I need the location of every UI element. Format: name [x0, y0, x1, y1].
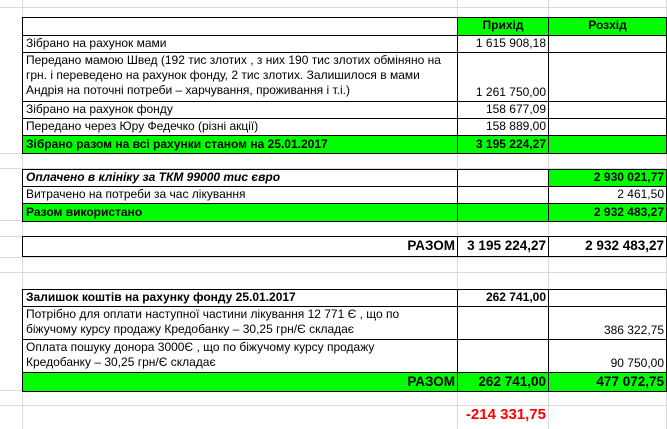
balance-label: Залишок коштів на рахунку фонду 25.01.2017 [26, 290, 296, 304]
spent-total-label: Разом використано [26, 205, 143, 219]
spent-total-expense: 2 932 483,27 [593, 205, 664, 219]
paid-clinic-expense: 2 930 021,77 [593, 170, 664, 184]
collected-total-income: 3 195 224,27 [475, 137, 546, 151]
row-expense: 386 322,75 [603, 323, 664, 337]
row-label: Витрачено на потреби за час лікування [26, 187, 246, 201]
row-income: 1 615 908,18 [475, 36, 546, 50]
row-income: 1 261 750,00 [475, 85, 546, 99]
needs-total-expense: 477 072,75 [596, 374, 664, 389]
row-label: Оплата пошуку донора 3000Є , що по біжучому курсу продажу Кредобанку – 30,25 грн/Є складає [26, 340, 375, 369]
row-label: Зібрано на рахунок фонду [26, 102, 173, 116]
row-label: Зібрано на рахунок мами [26, 36, 167, 50]
paid-clinic-label: Оплачено в клініку за ТКМ 99000 тис євро [26, 170, 281, 184]
gridline [0, 405, 667, 406]
needs-total-income: 262 741,00 [478, 374, 546, 389]
row-income: 158 677,09 [485, 102, 546, 116]
income-header: Прихід [482, 18, 524, 32]
row-label: Потрібно для оплати наступної частини лікування 12 771 Є , що по біжучому курсу продажу Кредобанку – 30,25 грн/Є складає [26, 307, 400, 336]
expense-header: Розхід [588, 18, 627, 32]
row-expense: 90 750,00 [610, 356, 664, 370]
grand-total-income: 3 195 224,27 [467, 238, 546, 253]
row-label: Передано мамою Швед (192 тис злотих , з них 190 тис злотих обміняно на грн. і переведено на рахунок фонду, 2 тис злотих. Залишилося в мами Андрія на поточні потреби – харчування, проживання і т.і.) [26, 53, 441, 97]
row-income: 158 889,00 [485, 119, 546, 133]
grand-total-expense: 2 932 483,27 [585, 238, 664, 253]
gridline [0, 272, 667, 273]
grand-total-label: РАЗОМ [407, 238, 455, 253]
balance-income: 262 741,00 [485, 290, 546, 304]
gridline [0, 257, 667, 258]
row-expense: 2 461,50 [617, 187, 664, 201]
deficit-value: -214 331,75 [465, 407, 546, 423]
gridline [0, 7, 667, 8]
collected-total-label: Зібрано разом на всі рахунки станом на 25.01.2017 [26, 137, 328, 151]
row-label: Передано через Юру Федечко (різні акції) [26, 119, 259, 133]
needs-total-label: РАЗОМ [407, 374, 455, 389]
